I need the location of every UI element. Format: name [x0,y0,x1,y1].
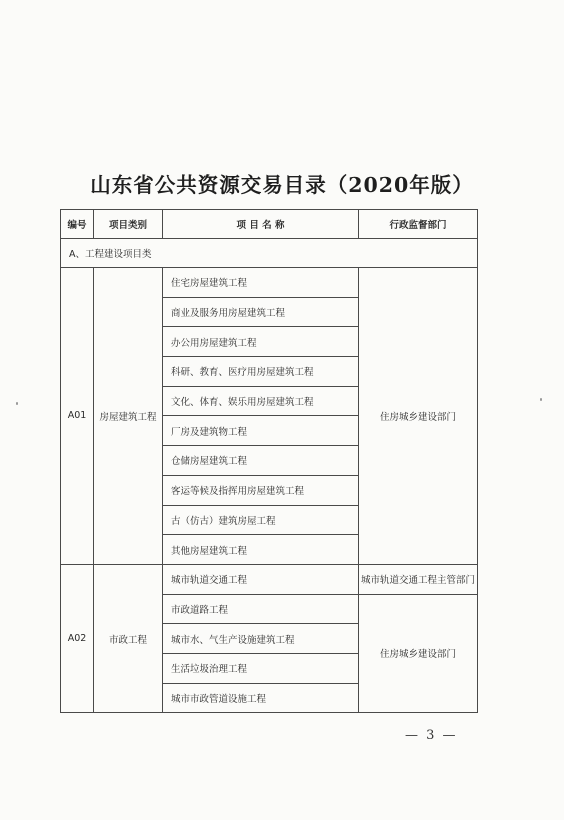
page-title: 山东省公共资源交易目录（2020年版） [90,173,474,197]
table-header-row [61,210,478,239]
item-name: 仓储房屋建筑工程 [163,446,359,476]
item-name: 客运等候及指挥用房屋建筑工程 [163,475,359,505]
header-name: 项 目 名 称 [163,210,359,239]
group-code-a02: A02 [61,564,94,712]
item-name: 城市轨道交通工程 [163,564,359,594]
group-dept-a01: 住房城乡建设部门 [359,268,478,565]
item-name: 住宅房屋建筑工程 [163,268,359,298]
group-type-a01: 房屋建筑工程 [94,268,163,565]
item-name: 城市水、气生产设施建筑工程 [163,624,359,654]
group-type-a02: 市政工程 [94,564,163,712]
item-name: 市政道路工程 [163,594,359,624]
item-name: 办公用房屋建筑工程 [163,327,359,357]
item-name: 厂房及建筑物工程 [163,416,359,446]
table-row [61,268,478,298]
section-a-label: A、工程建设项目类 [61,239,478,268]
item-name: 生活垃圾治理工程 [163,653,359,683]
scan-speck [540,398,542,401]
page-number: — 3 — [405,728,458,743]
header-dept: 行政监督部门 [359,210,478,239]
header-type: 项目类别 [94,210,163,239]
catalog-table [60,209,478,713]
item-name: 文化、体育、娱乐用房屋建筑工程 [163,386,359,416]
section-row [61,239,478,268]
scan-speck [16,402,18,405]
table-row [61,564,478,594]
group-dept-a02-rail: 城市轨道交通工程主管部门 [359,564,478,594]
header-code: 编号 [61,210,94,239]
group-dept-a02: 住房城乡建设部门 [359,594,478,713]
group-code-a01: A01 [61,268,94,565]
item-name: 商业及服务用房屋建筑工程 [163,297,359,327]
item-name: 城市市政管道设施工程 [163,683,359,713]
item-name: 其他房屋建筑工程 [163,535,359,565]
item-name: 古（仿古）建筑房屋工程 [163,505,359,535]
item-name: 科研、教育、医疗用房屋建筑工程 [163,357,359,387]
